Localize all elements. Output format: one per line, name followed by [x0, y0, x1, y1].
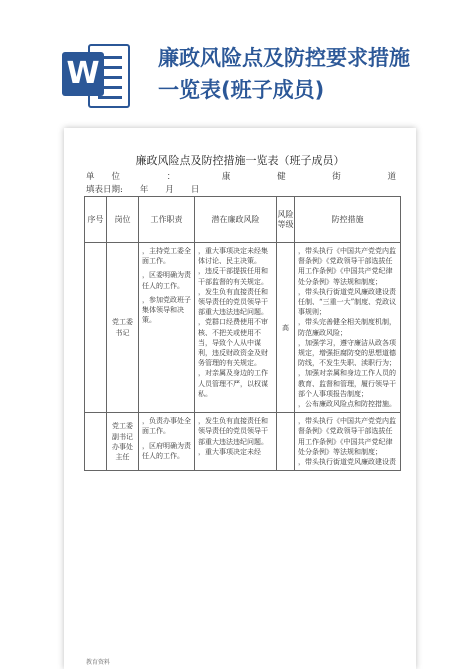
- row-seq: [85, 243, 107, 413]
- risk-item: ，党群口经费使用不审核、不把关或使用不当，导致个人从中谋利，违反财政资金及财务管理的有关规定。: [198, 318, 268, 368]
- duty-item: ，区委明确为责任人的工作。: [142, 271, 191, 290]
- unit-label: 单 位: [86, 172, 121, 182]
- document-preview: [64, 128, 416, 669]
- header-measures: 防控措施: [295, 197, 401, 243]
- row-position: 党工委书记: [107, 243, 139, 413]
- unit-value-4: 道: [387, 172, 396, 182]
- document-title: 廉政风险点及防控要求措施一览表(班子成员): [158, 46, 410, 102]
- risk-item: ，重大事项决定未经: [198, 447, 261, 456]
- row-duties: [139, 243, 195, 413]
- row-level: [277, 413, 295, 471]
- risk-table: [84, 196, 401, 471]
- risk-item: ，发生负有直接责任和领导责任的党员领导干部重大违法违纪问题。: [198, 287, 268, 317]
- duty-item: ，负责办事处全面工作。: [142, 417, 191, 436]
- table-row: [85, 413, 401, 471]
- row-measures: [295, 413, 401, 471]
- row-duties: [139, 413, 195, 471]
- measure-item: ，加强对亲属和身边工作人员的教育、监督和管理，履行领导干部个人事项报告制度；: [298, 369, 396, 398]
- unit-value-1: 康: [221, 172, 231, 182]
- measure-item: ，带头执行《中国共产党党内监督条例》《党政领导干部选拔任用工作条例》《中国共产党纪律处分条例》等法规和制度；: [298, 247, 396, 286]
- duty-item: ，主持党工委全面工作。: [142, 247, 191, 266]
- duty-item: ，区府明确为责任人的工作。: [142, 441, 191, 460]
- header-seq: 序号: [85, 197, 107, 243]
- unit-value-3: 街: [332, 172, 341, 182]
- sheet-title: 廉政风险点及防控措施一览表（班子成员）: [135, 154, 345, 167]
- footer-note: 教育资料: [86, 659, 111, 666]
- risk-item: ，违反干部提拔任用和干部监督的有关规定。: [198, 267, 268, 286]
- measure-item: ，带头执行《中国共产党党内监督条例》《党政领导干部选拔任用工作条例》《中国共产党纪律处分条例》等法规和制度；: [298, 417, 396, 456]
- unit-colon: ：: [166, 172, 176, 182]
- fill-date: 填表日期: 年 月 日: [86, 185, 200, 195]
- row-position: 党工委副书记办事处主任: [107, 413, 139, 471]
- row-risks: [195, 243, 277, 413]
- measure-item: ，带头执行街道党风廉政建设责: [298, 458, 396, 467]
- header-level: 风险等级: [277, 197, 295, 243]
- header-risks: 潜在廉政风险: [195, 197, 277, 243]
- measure-item: ，加强学习，遵守廉洁从政各项规定，增强拒腐防变的思想道德防线，不发生失职、渎职行为；: [298, 338, 396, 368]
- unit-value-2: 健: [277, 172, 286, 182]
- measure-item: ，带头执行街道党风廉政建设责任制、“三重一大”制度、党政议事规则；: [298, 287, 397, 317]
- risk-item: ，对亲属及身边的工作人员管理不严，以权谋私。: [198, 369, 268, 398]
- measure-item: ，带头完善健全相关制度机制，防范廉政风险；: [298, 318, 396, 337]
- header-duties: 工作职责: [139, 197, 195, 243]
- page-header: [0, 0, 474, 118]
- table-row: [85, 243, 401, 413]
- risk-item: ，发生负有直接责任和领导责任的党员领导干部重大违法违纪问题。: [198, 417, 268, 446]
- row-seq: [85, 413, 107, 471]
- risk-item: ，重大事项决定未经集体讨论、民主决策。: [198, 247, 268, 266]
- duty-item: ，参加党政班子集体领导和决策。: [142, 295, 191, 325]
- word-document-icon: [62, 40, 132, 112]
- row-level: 高: [277, 243, 295, 413]
- measure-item: ，公布廉政风险点和防控措施。: [298, 400, 396, 409]
- table-header-row: [85, 197, 401, 243]
- row-measures: [295, 243, 401, 413]
- word-icon-badge: W: [62, 52, 104, 96]
- header-position: 岗位: [107, 197, 139, 243]
- row-risks: [195, 413, 277, 471]
- unit-row: [86, 170, 396, 182]
